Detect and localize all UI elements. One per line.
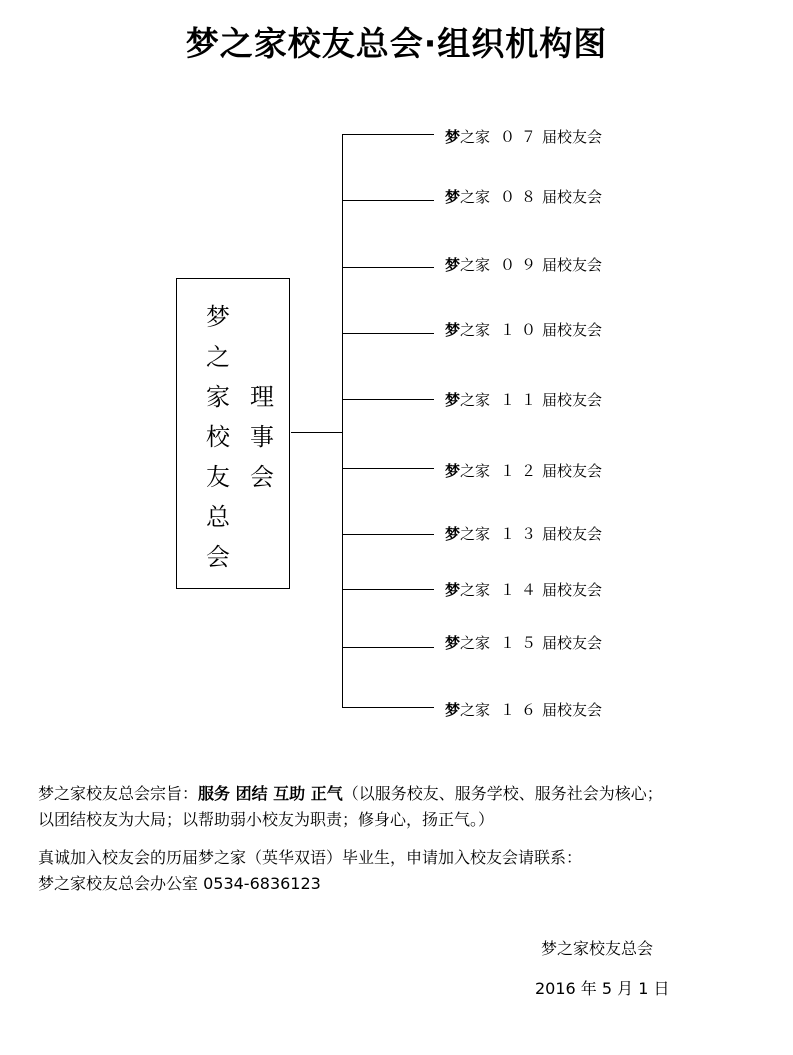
- purpose-detail-1: （以服务校友、服务学校、服务社会为核心；: [342, 784, 663, 803]
- branch-line: [342, 134, 434, 135]
- branch-prefix-bold: 梦: [445, 188, 461, 206]
- council-char: 事: [250, 423, 274, 451]
- branch-line: [342, 534, 434, 535]
- branch-number: ０９: [500, 256, 543, 274]
- branch-suffix: 届校友会: [542, 701, 603, 719]
- branch-prefix: 之家: [460, 188, 491, 206]
- branch-line: [342, 399, 434, 400]
- branch-prefix: 之家: [460, 128, 491, 146]
- branch-label-11: [445, 389, 602, 410]
- branch-label-12: [445, 460, 602, 481]
- main-char: 会: [206, 543, 230, 571]
- council-char: 会: [250, 463, 274, 491]
- branch-number: ０８: [500, 188, 543, 206]
- main-char: 之: [206, 343, 230, 371]
- branch-number: ０７: [500, 128, 543, 146]
- branch-number: １６: [500, 701, 543, 719]
- box-connector-line: [291, 432, 343, 433]
- purpose-paragraph: [38, 781, 663, 833]
- branch-prefix-bold: 梦: [445, 634, 461, 652]
- branch-suffix: 届校友会: [542, 581, 603, 599]
- branch-suffix: 届校友会: [542, 256, 603, 274]
- branch-number: １３: [500, 525, 543, 543]
- branch-number: １０: [500, 321, 543, 339]
- branch-line: [342, 333, 434, 334]
- branch-label-14: [445, 579, 602, 600]
- trunk-line: [342, 134, 343, 708]
- branch-line: [342, 468, 434, 469]
- branch-prefix: 之家: [460, 391, 491, 409]
- branch-number: １５: [500, 634, 543, 652]
- branch-prefix: 之家: [460, 525, 491, 543]
- branch-suffix: 届校友会: [542, 525, 603, 543]
- branch-label-09: [445, 254, 602, 275]
- main-char: 友: [206, 463, 230, 491]
- branch-prefix-bold: 梦: [445, 128, 461, 146]
- branch-suffix: 届校友会: [542, 188, 603, 206]
- council-label: [247, 377, 277, 497]
- branch-line: [342, 589, 434, 590]
- branch-prefix-bold: 梦: [445, 701, 461, 719]
- general-association-box: [176, 278, 290, 589]
- branch-label-07: [445, 126, 602, 147]
- branch-prefix: 之家: [460, 256, 491, 274]
- main-char: 总: [206, 503, 230, 531]
- branch-label-16: [445, 699, 602, 720]
- branch-label-13: [445, 523, 602, 544]
- branch-line: [342, 267, 434, 268]
- branch-line: [342, 647, 434, 648]
- main-char: 梦: [206, 303, 230, 331]
- branch-line: [342, 707, 434, 708]
- council-char: 理: [250, 383, 274, 411]
- branch-number: １２: [500, 462, 543, 480]
- branch-suffix: 届校友会: [542, 391, 603, 409]
- purpose-label: 梦之家校友总会宗旨：: [38, 784, 199, 803]
- branch-suffix: 届校友会: [542, 634, 603, 652]
- page-title: 梦之家校友总会·组织机构图: [185, 24, 608, 63]
- branch-suffix: 届校友会: [542, 462, 603, 480]
- branch-label-08: [445, 186, 602, 207]
- branch-prefix-bold: 梦: [445, 462, 461, 480]
- branch-suffix: 届校友会: [542, 321, 603, 339]
- branch-prefix: 之家: [460, 701, 491, 719]
- contact-text: 梦之家校友总会办公室 0534-6836123: [38, 874, 321, 893]
- branch-prefix-bold: 梦: [445, 391, 461, 409]
- signature-date: 2016 年 5 月 1 日: [535, 979, 670, 998]
- invite-text: 真诚加入校友会的历届梦之家（英华双语）毕业生，申请加入校友会请联系：: [38, 848, 583, 867]
- branch-prefix-bold: 梦: [445, 321, 461, 339]
- branch-prefix: 之家: [460, 634, 491, 652]
- branch-number: １４: [500, 581, 543, 599]
- branch-suffix: 届校友会: [542, 128, 603, 146]
- main-char: 家: [206, 383, 230, 411]
- branch-prefix: 之家: [460, 462, 491, 480]
- branch-label-10: [445, 319, 602, 340]
- branch-prefix-bold: 梦: [445, 525, 461, 543]
- branch-prefix-bold: 梦: [445, 256, 461, 274]
- branch-number: １１: [500, 391, 543, 409]
- main-char: 校: [206, 423, 230, 451]
- branch-prefix-bold: 梦: [445, 581, 461, 599]
- signature-org: 梦之家校友总会: [541, 939, 654, 958]
- purpose-detail-2: 以团结校友为大局；以帮助弱小校友为职责；修身心，扬正气。）: [38, 810, 495, 829]
- main-label: [203, 297, 233, 577]
- purpose-motto: 服务 团结 互助 正气: [198, 784, 343, 803]
- branch-prefix: 之家: [460, 321, 491, 339]
- branch-label-15: [445, 632, 602, 653]
- branch-prefix: 之家: [460, 581, 491, 599]
- contact-paragraph: [38, 845, 582, 897]
- branch-line: [342, 200, 434, 201]
